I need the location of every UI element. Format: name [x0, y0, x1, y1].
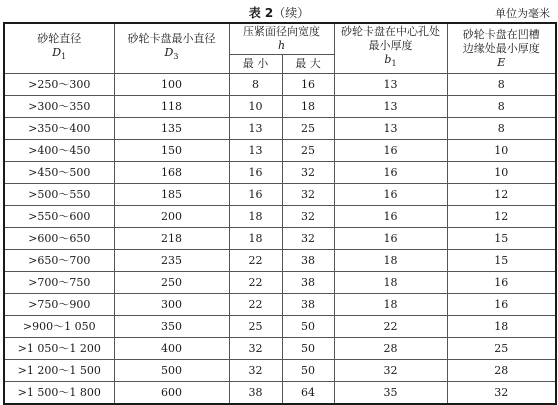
- cell-h-min: 8: [229, 74, 282, 96]
- cell-h-min: 22: [229, 272, 282, 294]
- cell-d1: >400～450: [4, 140, 114, 162]
- cell-e: 15: [447, 250, 556, 272]
- cell-d3: 118: [114, 96, 229, 118]
- table-title-suffix: （续）: [273, 6, 310, 20]
- cell-b1: 28: [334, 338, 447, 360]
- cell-b1: 18: [334, 250, 447, 272]
- table-number: 表 2: [248, 6, 274, 20]
- table-row: [4, 74, 556, 96]
- cell-d3: 235: [114, 250, 229, 272]
- cell-b1: 16: [334, 184, 447, 206]
- table-row: [4, 382, 556, 405]
- cell-d1: >1 500～1 800: [4, 382, 114, 405]
- cell-e: 8: [447, 96, 556, 118]
- cell-b1: 13: [334, 118, 447, 140]
- table-row: [4, 272, 556, 294]
- header-d3-label: 砂轮卡盘最小直径: [127, 32, 216, 46]
- cell-h-min: 38: [229, 382, 282, 405]
- cell-b1: 13: [334, 74, 447, 96]
- cell-h-max: 50: [282, 338, 334, 360]
- table-row: [4, 206, 556, 228]
- cell-e: 15: [447, 228, 556, 250]
- cell-d3: 100: [114, 74, 229, 96]
- cell-d3: 150: [114, 140, 229, 162]
- cell-d3: 185: [114, 184, 229, 206]
- cell-h-max: 32: [282, 206, 334, 228]
- cell-e: 16: [447, 294, 556, 316]
- header-b1: [334, 23, 447, 74]
- cell-e: 28: [447, 360, 556, 382]
- cell-h-max: 64: [282, 382, 334, 405]
- cell-h-max: 38: [282, 250, 334, 272]
- table-row: [4, 162, 556, 184]
- header-d3: [114, 23, 229, 74]
- cell-b1: 32: [334, 360, 447, 382]
- table-row: [4, 140, 556, 162]
- table-row: [4, 250, 556, 272]
- cell-h-min: 32: [229, 360, 282, 382]
- cell-d1: >750～900: [4, 294, 114, 316]
- cell-h-min: 22: [229, 250, 282, 272]
- cell-d1: >900～1 050: [4, 316, 114, 338]
- table-body: [4, 74, 556, 405]
- cell-d1: >450～500: [4, 162, 114, 184]
- header-b1-label2: 最小厚度: [368, 39, 413, 53]
- table-row: [4, 228, 556, 250]
- cell-b1: 16: [334, 140, 447, 162]
- cell-h-min: 13: [229, 140, 282, 162]
- spec-table: [3, 22, 557, 405]
- cell-d1: >600～650: [4, 228, 114, 250]
- cell-e: 12: [447, 184, 556, 206]
- header-h-min: 最 小: [229, 55, 282, 74]
- header-e: [447, 23, 556, 74]
- header-e-symbol: E: [497, 55, 506, 69]
- header-d1: [4, 23, 114, 74]
- table-row: [4, 96, 556, 118]
- cell-b1: 13: [334, 96, 447, 118]
- table-row: [4, 360, 556, 382]
- cell-d3: 218: [114, 228, 229, 250]
- cell-h-max: 50: [282, 316, 334, 338]
- cell-d3: 250: [114, 272, 229, 294]
- cell-b1: 35: [334, 382, 447, 405]
- table-row: [4, 338, 556, 360]
- cell-e: 25: [447, 338, 556, 360]
- cell-e: 8: [447, 74, 556, 96]
- cell-h-max: 25: [282, 140, 334, 162]
- cell-d3: 135: [114, 118, 229, 140]
- header-d1-symbol: $D_1$: [52, 46, 67, 62]
- cell-h-min: 22: [229, 294, 282, 316]
- cell-h-min: 13: [229, 118, 282, 140]
- cell-e: 12: [447, 206, 556, 228]
- header-d1-label: 砂轮直径: [37, 32, 82, 46]
- cell-d1: >350～400: [4, 118, 114, 140]
- cell-h-max: 16: [282, 74, 334, 96]
- cell-b1: 16: [334, 228, 447, 250]
- cell-d3: 600: [114, 382, 229, 405]
- header-b1-label1: 砂轮卡盘在中心孔处: [341, 25, 440, 39]
- header-e-label1: 砂轮卡盘在凹槽: [462, 27, 540, 41]
- table-row: [4, 118, 556, 140]
- cell-h-max: 25: [282, 118, 334, 140]
- cell-d3: 400: [114, 338, 229, 360]
- cell-h-min: 16: [229, 184, 282, 206]
- cell-d3: 500: [114, 360, 229, 382]
- header-d3-symbol: $D_3$: [164, 46, 179, 62]
- cell-d1: >1 200～1 500: [4, 360, 114, 382]
- cell-h-min: 18: [229, 206, 282, 228]
- cell-d1: >250～300: [4, 74, 114, 96]
- cell-d3: 300: [114, 294, 229, 316]
- cell-b1: 18: [334, 294, 447, 316]
- cell-e: 10: [447, 162, 556, 184]
- cell-b1: 16: [334, 162, 447, 184]
- cell-d3: 168: [114, 162, 229, 184]
- cell-h-max: 38: [282, 294, 334, 316]
- header-e-label2: 边缘处最小厚度: [462, 41, 540, 55]
- cell-d1: >1 050～1 200: [4, 338, 114, 360]
- cell-b1: 22: [334, 316, 447, 338]
- table-row: [4, 184, 556, 206]
- cell-h-max: 38: [282, 272, 334, 294]
- cell-d3: 350: [114, 316, 229, 338]
- cell-h-min: 25: [229, 316, 282, 338]
- cell-e: 32: [447, 382, 556, 405]
- cell-e: 16: [447, 272, 556, 294]
- table-row: [4, 294, 556, 316]
- header-h-label: 压紧面径向宽度: [243, 25, 320, 38]
- header-b1-symbol: $b_1$: [384, 53, 397, 69]
- cell-d1: >500～550: [4, 184, 114, 206]
- cell-d3: 200: [114, 206, 229, 228]
- cell-d1: >550～600: [4, 206, 114, 228]
- cell-e: 8: [447, 118, 556, 140]
- cell-b1: 18: [334, 272, 447, 294]
- cell-h-min: 16: [229, 162, 282, 184]
- cell-b1: 16: [334, 206, 447, 228]
- header-h-max: 最 大: [282, 55, 334, 74]
- cell-d1: >650～700: [4, 250, 114, 272]
- header-h: [229, 23, 334, 55]
- cell-e: 10: [447, 140, 556, 162]
- cell-h-max: 32: [282, 162, 334, 184]
- cell-d1: >300～350: [4, 96, 114, 118]
- table-row: [4, 316, 556, 338]
- cell-h-max: 32: [282, 184, 334, 206]
- cell-h-min: 32: [229, 338, 282, 360]
- cell-d1: >700～750: [4, 272, 114, 294]
- cell-h-min: 18: [229, 228, 282, 250]
- header-h-symbol: h: [277, 39, 286, 52]
- cell-h-min: 10: [229, 96, 282, 118]
- unit-note: 单位为毫米: [495, 7, 550, 20]
- cell-h-max: 50: [282, 360, 334, 382]
- cell-h-max: 18: [282, 96, 334, 118]
- cell-h-max: 32: [282, 228, 334, 250]
- table-title: [0, 4, 558, 21]
- cell-e: 18: [447, 316, 556, 338]
